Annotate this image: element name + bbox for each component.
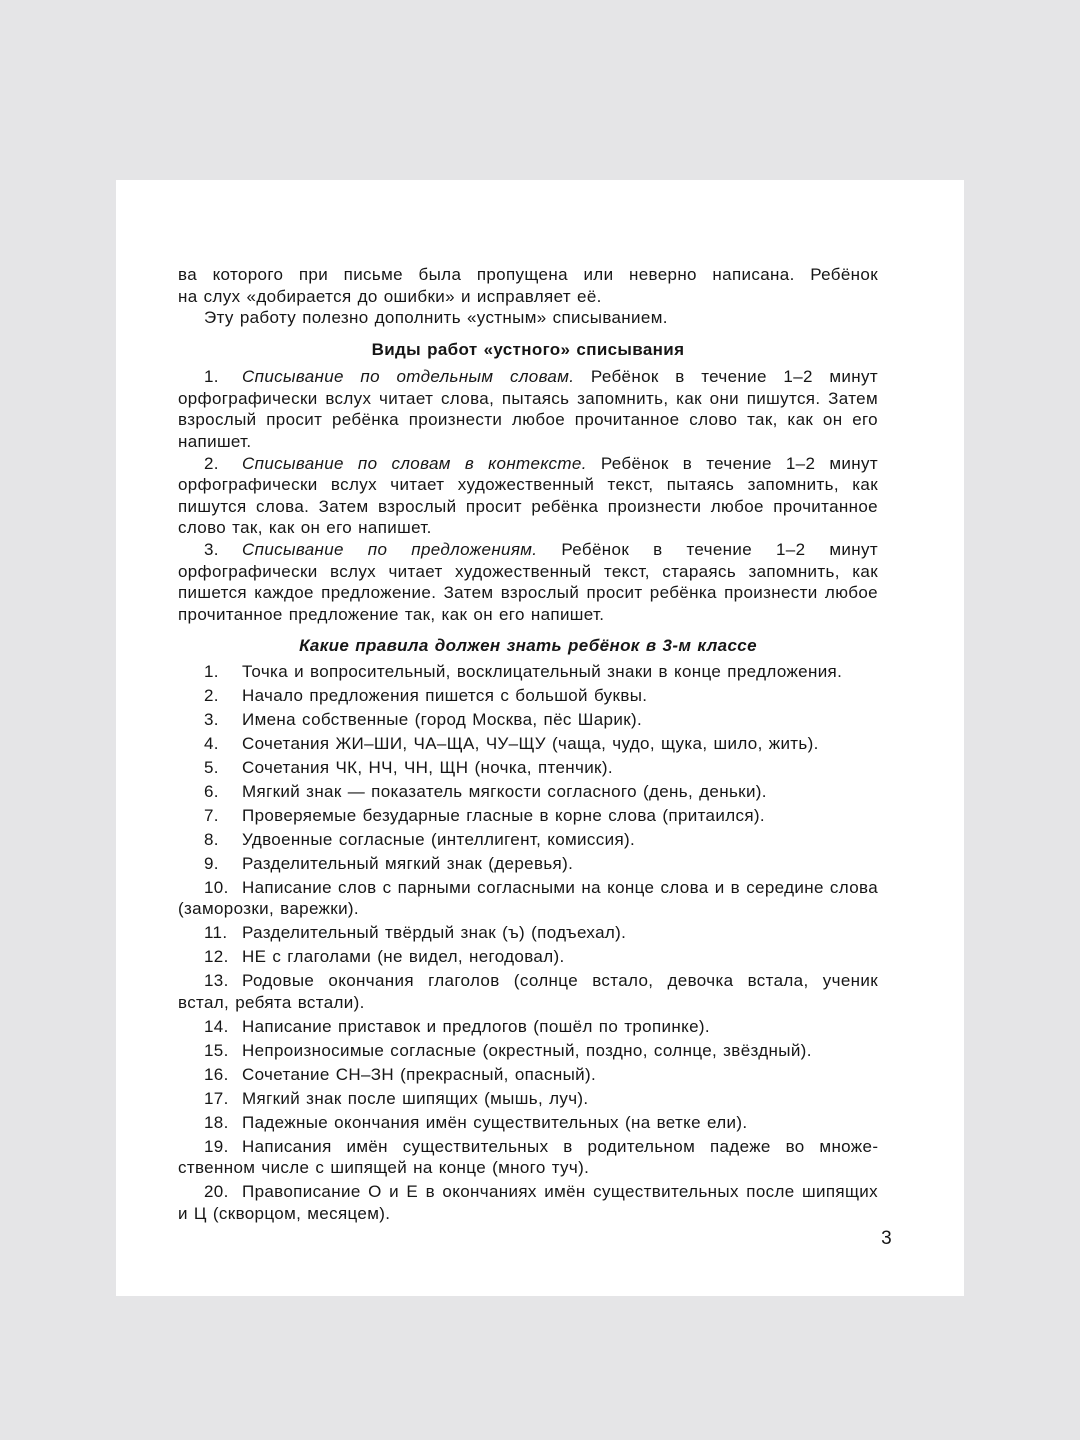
work-type-text: Ребёнок в течение 1–2 минут орфографически вслух читает слова, пытаясь запомнить, как они пишутся. Затем взрослый просит ребёнка произнести любое прочитанное слово так, как он его напишет. [178,367,878,451]
rule-number: 4. [204,733,219,753]
work-type-title: Списывание по словам в контексте. [242,453,587,473]
rule-number: 15. [204,1040,229,1060]
rule-item [178,1112,878,1134]
rule-number: 14. [204,1016,229,1036]
rule-item [178,781,878,803]
rule-item [178,1016,878,1038]
rule-text: Проверяемые безударные гласные в корне слова (притаился). [242,805,765,825]
rule-text: Падежные окончания имён существительных (на ветке ели). [242,1112,748,1132]
rule-text: Сочетание СН–ЗН (прекрасный, опасный). [242,1064,597,1084]
rule-text: Непроизносимые согласные (окрестный, поздно, солнце, звёздный). [242,1040,812,1060]
section-heading-oral-copying: Виды работ «устного» списывания [371,339,685,359]
rule-number: 18. [204,1112,229,1132]
rule-item [178,661,878,683]
page-number: 3 [881,1227,892,1249]
work-type-item [178,539,878,625]
rule-text: Мягкий знак — показатель мягкости согласного (день, деньки). [242,781,767,801]
rule-text: Написание приставок и предлогов (пошёл по тропинке). [242,1016,710,1036]
work-type-item [178,453,878,539]
rule-number: 5. [204,757,219,777]
rule-number: 1. [204,661,219,681]
rule-number: 16. [204,1064,229,1084]
rule-item [178,877,878,920]
rule-number: 6. [204,781,219,801]
rule-text: Разделительный твёрдый знак (ъ) (подъехал). [242,923,627,942]
rule-text: Мягкий знак после шипящих (мышь, луч). [242,1088,589,1108]
work-type-text: Ребёнок в течение 1–2 минут орфографически вслух читает художественный текст, пытаясь запомнить, как пишутся слова. Затем взрослый просит ребёнка произнести любое прочитанное слово так, как он его напишет. [178,453,878,537]
work-type-title: Списывание по предложениям. [242,540,538,559]
rule-number: 12. [204,947,229,966]
rule-text: Написание слов с парными согласными на конце слова и в середине слова (заморозки, варежки). [178,877,878,918]
rule-number: 20. [204,1182,229,1201]
intro-line-2: на слух «добирается до ошибки» и исправляет её. [178,286,602,306]
rule-item [178,922,878,944]
rule-item [178,805,878,827]
work-type-item [178,366,878,452]
rule-item [178,709,878,731]
rule-item [178,853,878,875]
rule-number: 7. [204,805,219,825]
work-type-number: 1. [204,367,219,386]
rule-item [178,685,878,707]
rule-text: Написания имён существительных в родительном падеже во множественном числе с шипящей на конце (много туч). [178,1136,878,1177]
book-page [116,180,964,1296]
rule-number: 8. [204,829,219,849]
rule-text: Правописание О и Е в окончаниях имён существительных после шипящих и Ц (скворцом, месяцем). [178,1182,878,1223]
rule-item [178,970,878,1013]
rule-number: 9. [204,853,219,873]
rule-text: Сочетания ЧК, НЧ, ЧН, ЩН (ночка, птенчик). [242,757,613,777]
rule-item [178,757,878,779]
rule-item [178,829,878,851]
rule-text: Разделительный мягкий знак (деревья). [242,853,574,873]
rule-item [178,1064,878,1086]
rule-text: Родовые окончания глаголов (солнце встало, девочка встала, ученик встал, ребята встали). [178,971,878,1012]
rule-number: 3. [204,709,219,729]
rule-number: 13. [204,971,229,990]
rule-number: 17. [204,1088,229,1108]
work-type-number: 2. [204,453,219,473]
section-heading-rules: Какие правила должен знать ребёнок в 3-м классе [299,636,757,655]
rule-item [178,1088,878,1110]
rule-item [178,1181,878,1224]
rule-text: Точка и вопросительный, восклицательный знаки в конце предложения. [242,661,843,681]
rule-number: 10. [204,877,229,897]
rule-number: 19. [204,1136,229,1156]
rules-list [178,661,878,1225]
intro-line-1: ва которого при письме была пропущена или неверно написана. Ребёнок [178,265,878,284]
rule-item [178,1040,878,1062]
rule-number: 2. [204,685,219,705]
intro-paragraph-2: Эту работу полезно дополнить «устным» списыванием. [204,308,668,327]
work-types-list [178,366,878,625]
rule-text: Сочетания ЖИ–ШИ, ЧА–ЩА, ЧУ–ЩУ (чаща, чудо, щука, шило, жить). [242,733,819,753]
rule-item [178,733,878,755]
rule-item [178,946,878,968]
rule-text: Начало предложения пишется с большой буквы. [242,685,648,705]
work-type-number: 3. [204,540,219,559]
work-type-text: Ребёнок в течение 1–2 минут орфографически вслух читает художественный текст, стараясь запомнить, как пишется каждое предложение. Затем взрослый просит ребёнка произнести любое прочитанное предложение так, как он его напишет. [178,540,878,624]
rule-text: Имена собственные (город Москва, пёс Шарик). [242,709,643,729]
rule-number: 11. [204,923,228,942]
work-type-title: Списывание по отдельным словам. [242,367,575,386]
rule-text: НЕ с глаголами (не видел, негодовал). [242,947,565,966]
rule-text: Удвоенные согласные (интеллигент, комиссия). [242,829,636,849]
rule-item [178,1136,878,1179]
